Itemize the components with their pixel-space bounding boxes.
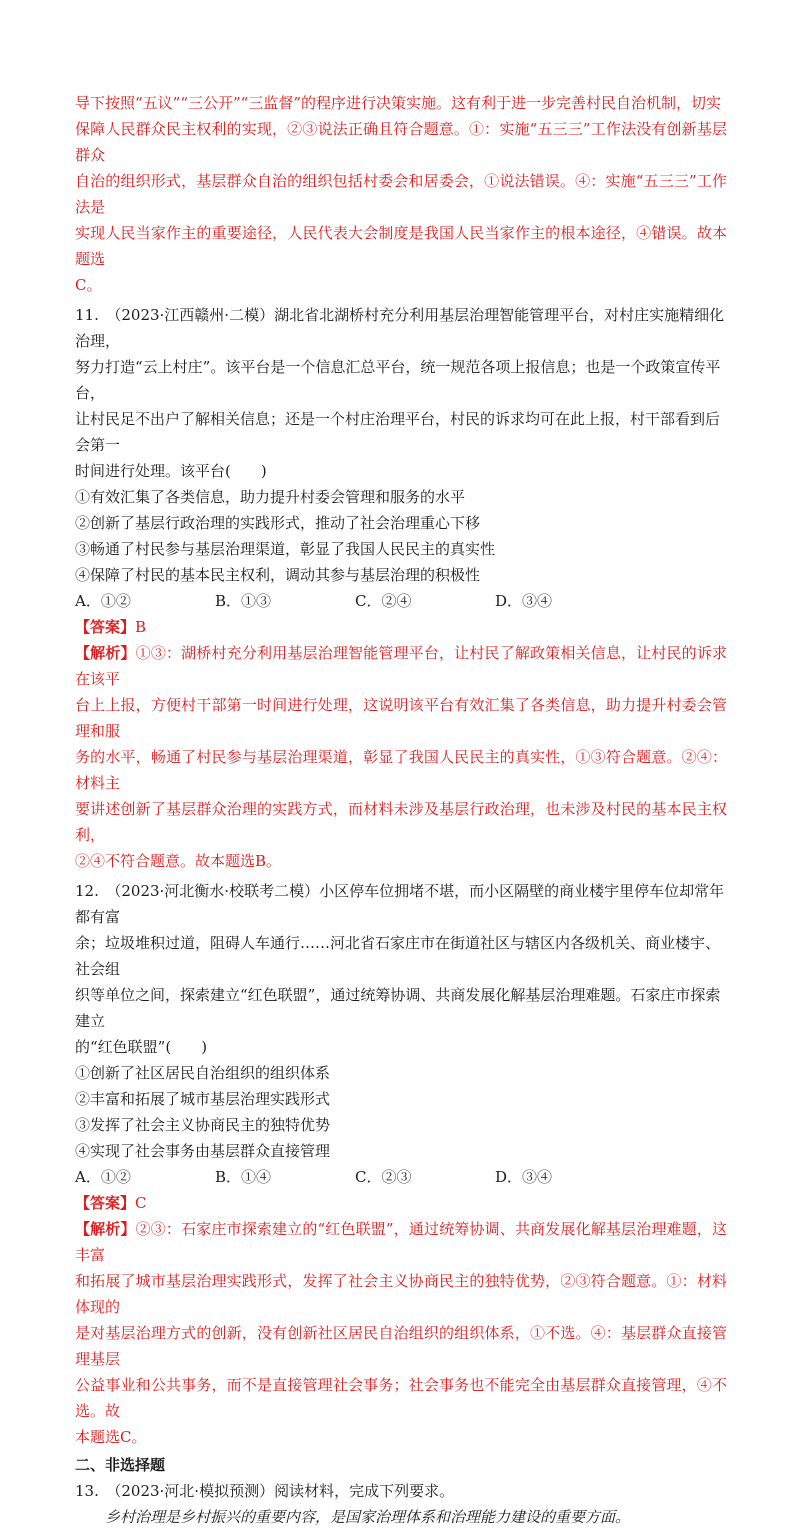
answer-tag: 【答案】 <box>75 618 136 636</box>
answer-value: C <box>135 1194 147 1212</box>
analysis-line: 自治的组织形式，基层群众自治的组织包括村委会和居委会，①说法错误。④：实施“五三三”工作法是 <box>75 172 727 216</box>
analysis-line: 和拓展了城市基层治理实践形式，发挥了社会主义协商民主的独特优势，②③符合题意。①：材料体现的 <box>75 1272 727 1316</box>
question-stem-line: 的“红色联盟”( ) <box>75 1038 208 1056</box>
analysis-line <box>75 640 727 692</box>
question-stem-line: 让村民足不出户了解相关信息；还是一个村庄治理平台，村民的诉求均可在此上报，村干部看到后会第一 <box>75 410 721 454</box>
analysis-line: ②④不符合题意。故本题选B。 <box>75 852 282 870</box>
answer-line <box>75 614 727 640</box>
option-c: C．②④ <box>355 592 412 610</box>
option-b: B．①③ <box>215 592 272 610</box>
analysis-line: 实现人民当家作主的重要途径，人民代表大会制度是我国人民当家作主的根本途径，④错误。故本题选 <box>75 224 727 268</box>
statement-item: ③畅通了村民参与基层治理渠道，彰显了我国人民民主的真实性 <box>75 540 496 558</box>
analysis-tag: 【解析】 <box>75 1220 136 1238</box>
analysis-line: 导下按照“五议”“三公开”“三监督”的程序进行决策实施。这有利于进一步完善村民自治机制，切实 <box>75 94 722 112</box>
analysis-line <box>75 1216 727 1268</box>
document-page <box>75 90 727 1530</box>
option-b: B．①④ <box>215 1168 272 1186</box>
option-c: C．②③ <box>355 1168 412 1186</box>
material-text: 乡村治理是乡村振兴的重要内容，是国家治理体系和治理能力建设的重要方面。 <box>105 1508 631 1526</box>
analysis-line: 务的水平，畅通了村民参与基层治理渠道，彰显了我国人民民主的真实性，①③符合题意。②④：材料主 <box>75 748 727 792</box>
statement-item: ①有效汇集了各类信息，助力提升村委会管理和服务的水平 <box>75 488 466 506</box>
question-stem-line: 12. （2023·河北衡水·校联考二模）小区停车位拥堵不堪，而小区隔壁的商业楼宇里停车位却常年都有富 <box>75 882 725 926</box>
statement-item: ②创新了基层行政治理的实践形式，推动了社会治理重心下移 <box>75 514 481 532</box>
analysis-text: ①③：湖桥村充分利用基层治理智能管理平台，让村民了解政策相关信息，让村民的诉求在该平 <box>75 644 727 688</box>
statement-item: ④保障了村民的基本民主权利，调动其参与基层治理的积极性 <box>75 566 481 584</box>
statement-item: ③发挥了社会主义协商民主的独特优势 <box>75 1116 331 1134</box>
statement-item: ①创新了社区居民自治组织的组织体系 <box>75 1064 331 1082</box>
analysis-line: C。 <box>75 276 102 294</box>
question-stem-line: 织等单位之间，探索建立“红色联盟”，通过统筹协调、共商发展化解基层治理难题。石家庄市探索建立 <box>75 986 721 1030</box>
analysis-line: 是对基层治理方式的创新，没有创新社区居民自治组织的组织体系，①不选。④：基层群众直接管理基层 <box>75 1324 727 1368</box>
answer-value: B <box>135 618 147 636</box>
analysis-line: 台上上报，方便村干部第一时间进行处理，这说明该平台有效汇集了各类信息，助力提升村委会管理和服 <box>75 696 727 740</box>
answer-options <box>75 1164 727 1190</box>
analysis-tag: 【解析】 <box>75 644 136 662</box>
analysis-line: 本题选C。 <box>75 1428 147 1446</box>
statement-item: ②丰富和拓展了城市基层治理实践形式 <box>75 1090 331 1108</box>
section-heading: 二、非选择题 <box>75 1456 166 1474</box>
question-13 <box>75 1478 727 1530</box>
answer-tag: 【答案】 <box>75 1194 136 1212</box>
question-stem-line: 时间进行处理。该平台( ) <box>75 462 267 480</box>
analysis-line: 保障人民群众民主权利的实现，②③说法正确且符合题意。①：实施“五三三”工作法没有创新基层群众 <box>75 120 727 164</box>
question-stem-line: 努力打造“云上村庄”。该平台是一个信息汇总平台，统一规范各项上报信息；也是一个政策宣传平台， <box>75 358 721 402</box>
answer-line <box>75 1190 727 1216</box>
previous-analysis <box>75 90 727 298</box>
option-d: D．③④ <box>495 1168 553 1186</box>
question-12 <box>75 878 727 1450</box>
answer-options <box>75 588 727 614</box>
option-a: A．①② <box>75 592 131 610</box>
question-stem-line: 13. （2023·河北·模拟预测）阅读材料，完成下列要求。 <box>75 1482 455 1500</box>
analysis-line: 要讲述创新了基层群众治理的实践方式，而材料未涉及基层行政治理，也未涉及村民的基本民主权利， <box>75 800 727 844</box>
analysis-text: ②③：石家庄市探索建立的“红色联盟”，通过统筹协调、共商发展化解基层治理难题，这丰富 <box>75 1220 727 1264</box>
question-11 <box>75 302 727 874</box>
analysis-line: 公益事业和公共事务，而不是直接管理社会事务；社会事务也不能完全由基层群众直接管理，④不选。故 <box>75 1376 727 1420</box>
question-stem-line: 余；垃圾堆积过道，阻碍人车通行……河北省石家庄市在街道社区与辖区内各级机关、商业楼宇、社会组 <box>75 934 721 978</box>
statement-item: ④实现了社会事务由基层群众直接管理 <box>75 1142 331 1160</box>
question-stem-line: 11. （2023·江西赣州·二模）湖北省北湖桥村充分利用基层治理智能管理平台，对村庄实施精细化治理， <box>75 306 725 350</box>
option-a: A．①② <box>75 1168 131 1186</box>
option-d: D．③④ <box>495 592 553 610</box>
